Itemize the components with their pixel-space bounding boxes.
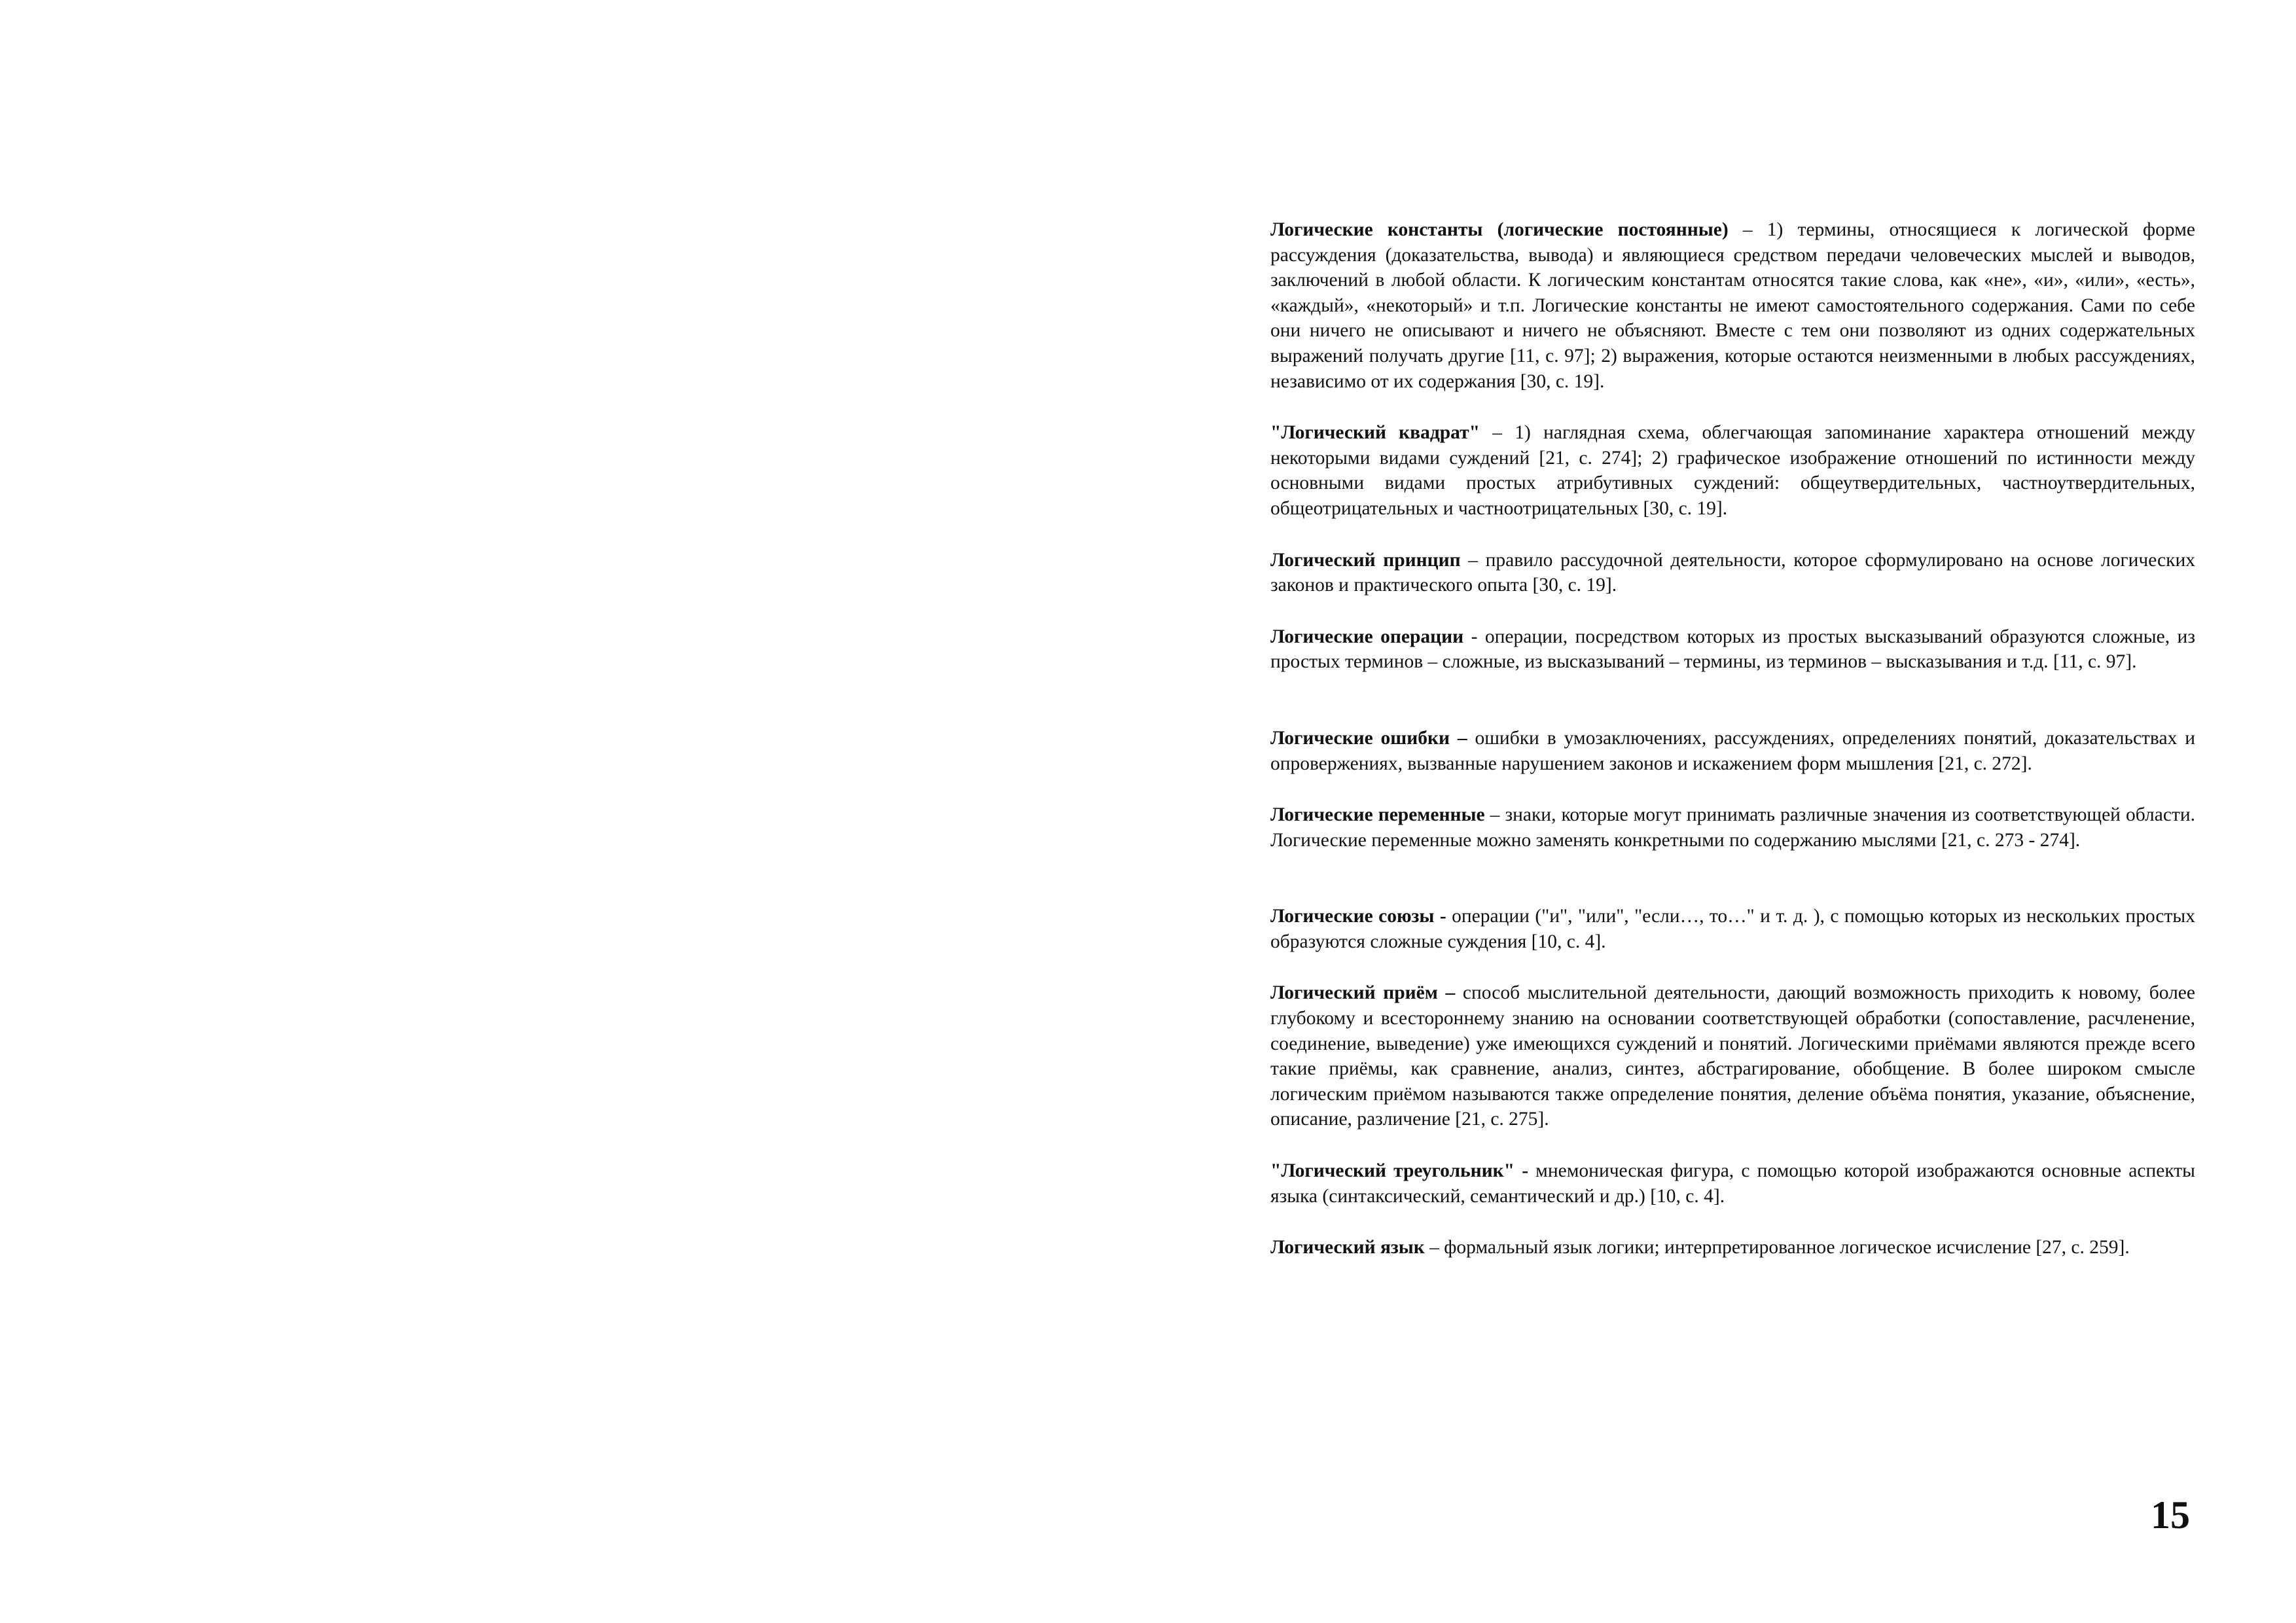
- entry-term: Логический приём –: [1270, 982, 1456, 1004]
- entry-definition: – 1) наглядная схема, облегчающая запоминание характера отношений между некоторыми видами суждений [21, с. 274]; 2) графическое изображение отношений по истинности между основными видами простых атрибутивных суждений: общеутвердительных, частноутвердительных, общеотрицательных и частноотрицательных [30, с. 19].: [1270, 422, 2196, 519]
- right-page: [1148, 0, 2296, 1623]
- entry-term: Логический язык: [1270, 1237, 1425, 1258]
- glossary-entry-logical-triangle: [1270, 1158, 2195, 1209]
- glossary-entry-logical-technique: [1270, 980, 2195, 1132]
- entry-term: Логические союзы -: [1270, 906, 1446, 927]
- glossary-entry-logical-variables: [1270, 802, 2195, 853]
- entry-term: Логические переменные: [1270, 804, 1485, 826]
- entry-term: "Логический квадрат": [1270, 422, 1480, 444]
- entry-term: "Логический треугольник" -: [1270, 1160, 1529, 1182]
- glossary-entry-logical-square: [1270, 420, 2195, 521]
- entry-term: Логические константы (логические постоянные): [1270, 219, 1729, 240]
- entry-definition: ошибки в умозаключениях, рассуждениях, определениях понятий, доказательствах и опровержениях, вызванные нарушением законов и искажением форм мышления [21, с. 272].: [1270, 727, 2195, 774]
- glossary-entry-logical-operations: [1270, 624, 2195, 675]
- entry-definition: – правило рассудочной деятельности, которое сформулировано на основе логических законов и практического опыта [30, с. 19].: [1270, 549, 2195, 596]
- entry-definition: – знаки, которые могут принимать различные значения из соответствующей области. Логические переменные можно заменять конкретными по содержанию мыслями [21, с. 273 - 274].: [1270, 804, 2195, 851]
- entry-term: Логический принцип: [1270, 549, 1461, 571]
- glossary-column: [1270, 217, 2195, 1260]
- entry-definition: способ мыслительной деятельности, дающий возможность приходить к новому, более глубокому и всестороннему знанию на основании соответствующей обработки (сопоставление, расчленение, соединение, выведение) уже имеющихся суждений и понятий. Логическими приёмами являются прежде всего такие приёмы, как сравнение, анализ, синтез, абстрагирование, обобщение. В более широком смысле логическим приёмом называются также определение понятия, деление объёма понятия, указание, объяснение, описание, различение [21, с. 275].: [1270, 982, 2195, 1130]
- glossary-entry-logical-connectives: [1270, 904, 2195, 954]
- entry-definition: – 1) термины, относящиеся к логической форме рассуждения (доказательства, вывода) и являющиеся средством передачи человеческих мыслей и выводов, заключений в любой области. К логическим константам относятся такие слова, как «не», «и», «или», «есть», «каждый», «некоторый» и т.п. Логические константы не имеют самостоятельного содержания. Сами по себе они ничего не описывают и ничего не объясняют. Вместе с тем они позволяют из одних содержательных выражений получать другие [11, с. 97]; 2) выражения, которые остаются неизменными в любых рассуждениях, независимо от их содержания [30, с. 19].: [1270, 219, 2195, 392]
- glossary-entry-logical-principle: [1270, 548, 2195, 598]
- glossary-entry-logical-language: [1270, 1235, 2195, 1260]
- glossary-entry-logical-constants: [1270, 217, 2195, 394]
- entry-definition: операции ("и", "или", "если…, то…" и т. д. ), с помощью которых из нескольких простых образуются сложные суждения [10, с. 4].: [1270, 906, 2195, 952]
- entry-definition: мнемоническая фигура, с помощью которой изображаются основные аспекты языка (синтаксический, семантический и др.) [10, с. 4].: [1270, 1160, 2195, 1207]
- glossary-entry-logical-errors: [1270, 726, 2195, 776]
- entry-term: Логические ошибки –: [1270, 727, 1467, 749]
- entry-term: Логические операции: [1270, 626, 1464, 647]
- entry-definition: - операции, посредством которых из простых высказываний образуются сложные, из простых терминов – сложные, из высказываний – термины, из терминов – высказывания и т.д. [11, с. 97].: [1270, 626, 2195, 673]
- entry-definition: – формальный язык логики; интерпретированное логическое исчисление [27, с. 259].: [1424, 1237, 2130, 1258]
- page-number: 15: [2151, 1493, 2190, 1537]
